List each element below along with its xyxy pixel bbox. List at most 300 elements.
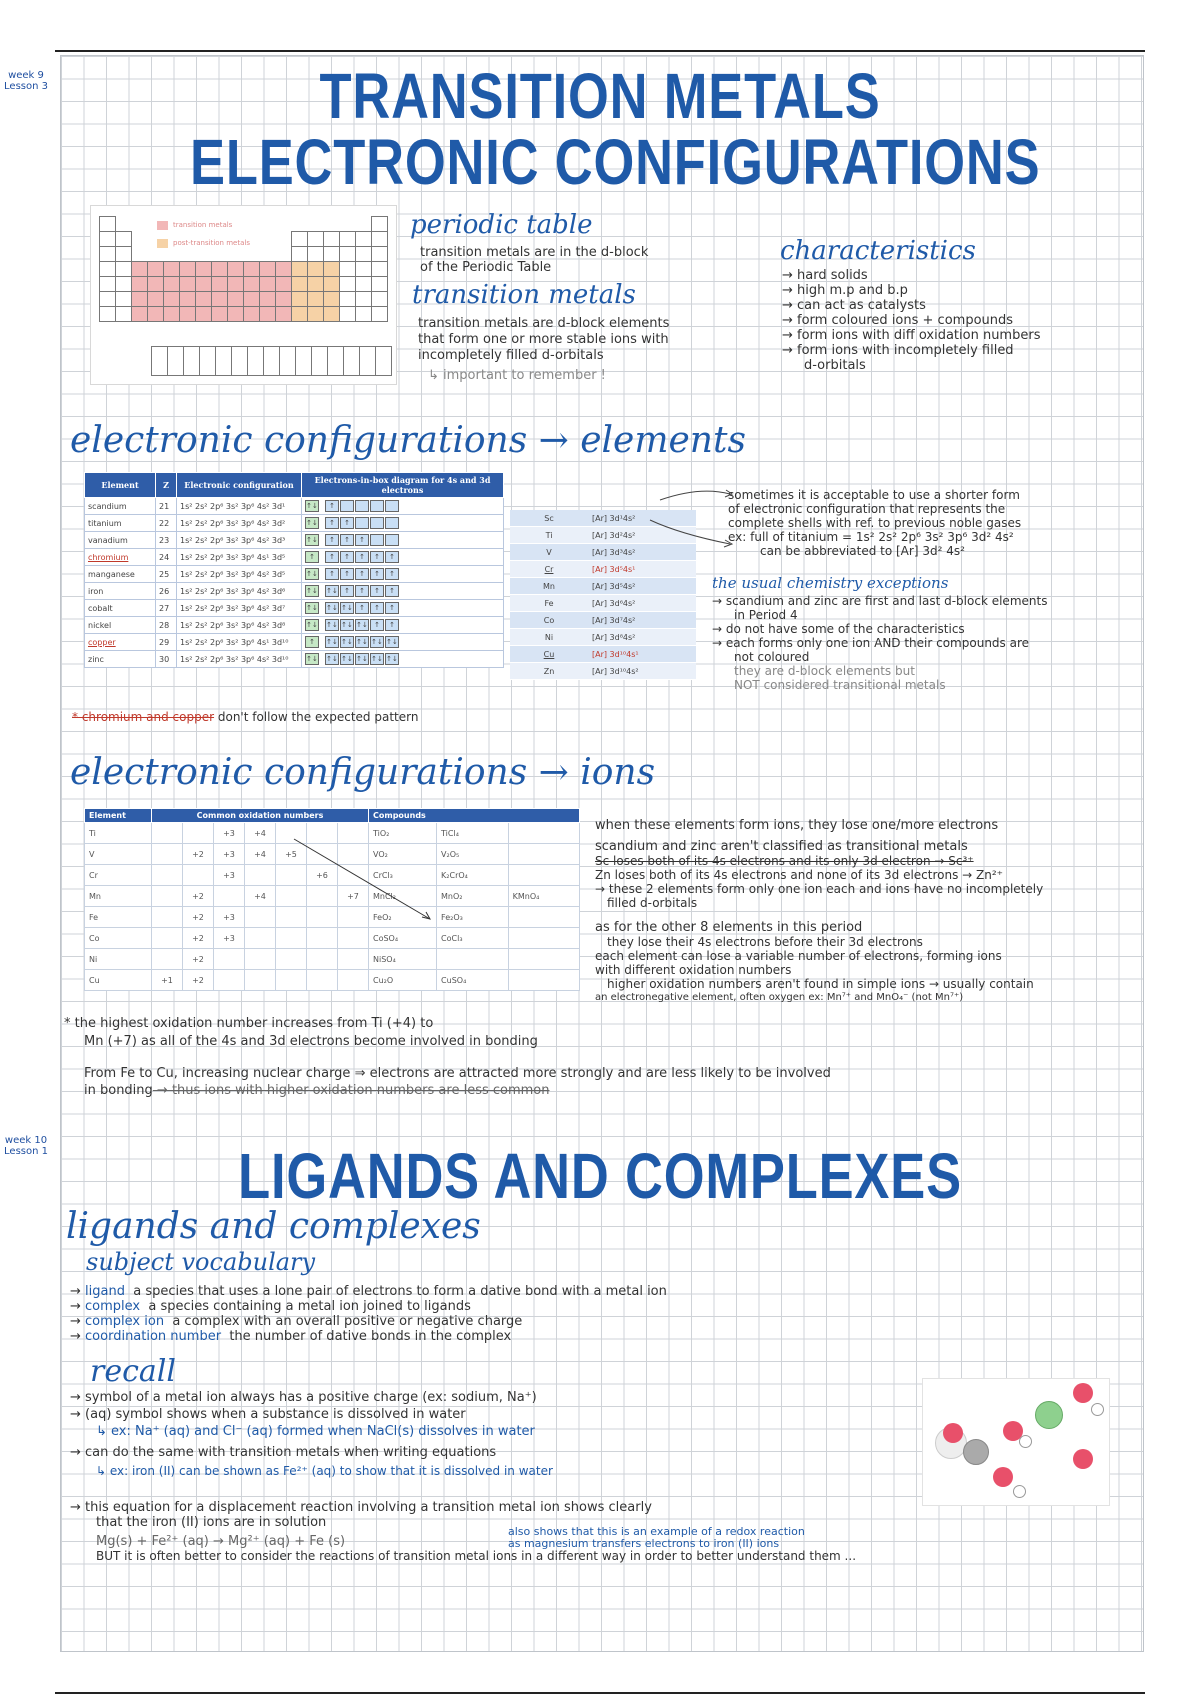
periodic-table-cell <box>371 291 388 307</box>
atomic-number: 29 <box>156 634 177 651</box>
element-name: titanium <box>85 515 156 532</box>
periodic-table-cell <box>227 306 244 322</box>
periodic-table-cell <box>227 261 244 277</box>
orbital-box-3d: ↑↓ <box>326 604 338 612</box>
oxidation-number <box>307 928 338 949</box>
compound: CoCl₃ <box>437 928 509 949</box>
ox-element: Cu <box>85 970 152 991</box>
short-configuration: [Ar] 3d¹⁰4s² <box>588 663 696 680</box>
vocab-def: a species containing a metal ion joined to ligands <box>148 1299 471 1314</box>
col-header-z: Z <box>156 473 177 498</box>
periodic-table-cell <box>147 261 164 277</box>
periodic-table-cell <box>151 346 168 376</box>
vocab-def: a complex with an overall positive or negative charge <box>172 1314 523 1329</box>
periodic-table-cell <box>355 276 372 292</box>
heading-characteristics: characteristics <box>780 236 976 266</box>
periodic-table-cell <box>291 276 308 292</box>
orbital-box-3d: ↑↓ <box>356 655 368 663</box>
oxygen-atom-icon <box>943 1423 963 1443</box>
element-name: zinc <box>85 651 156 668</box>
short-form-line: of electronic configuration that represents the <box>728 502 1006 516</box>
orbital-box-3d: ↑ <box>370 551 384 563</box>
element-symbol: Mn <box>510 578 588 595</box>
redox-line: as magnesium transfers electrons to iron (II) ions <box>508 1537 780 1550</box>
ions-line: with different oxidation numbers <box>595 963 792 977</box>
orbital-box-3d: ↑ <box>385 619 399 631</box>
tm-line-2: that form one or more stable ions with <box>418 332 669 347</box>
compound: NiSO₄ <box>369 949 437 970</box>
periodic-table-cell <box>355 291 372 307</box>
electron-configuration: 1s² 2s² 2p⁶ 3s² 3p⁶ 4s² 3d² <box>177 515 302 532</box>
hydrated-ion-illustration <box>922 1378 1110 1506</box>
compound: CrCl₃ <box>369 865 437 886</box>
periodic-table-cell <box>263 346 280 376</box>
oxidation-number <box>307 949 338 970</box>
atomic-number: 21 <box>156 498 177 515</box>
periodic-table-cell <box>179 306 196 322</box>
orbital-box-3d: ↑ <box>340 551 354 563</box>
periodic-table-cell <box>343 346 360 376</box>
periodic-table-cell <box>339 246 356 262</box>
ions-line: Zn loses both of its 4s electrons and none of its 3d electrons → Zn²⁺ <box>595 868 1003 882</box>
orbital-box-3d: ↑ <box>340 534 354 546</box>
periodic-table-cell <box>307 261 324 277</box>
orbital-box-3d <box>355 517 369 529</box>
periodic-table-cell <box>131 306 148 322</box>
periodic-table-cell <box>211 291 228 307</box>
periodic-table-cell <box>279 346 296 376</box>
oxidation-number: +3 <box>214 928 245 949</box>
oxidation-number <box>245 949 276 970</box>
element-row <box>85 566 504 583</box>
short-configuration: [Ar] 3d⁵4s² <box>588 578 696 595</box>
orbital-box-3d: ↑↓ <box>356 638 368 646</box>
short-configuration: [Ar] 3d⁸4s² <box>588 629 696 646</box>
exceptions-list <box>712 594 1047 692</box>
periodic-table-cell <box>275 261 292 277</box>
oxidation-number <box>338 928 369 949</box>
orbital-box-3d: ↑ <box>325 517 339 529</box>
periodic-table-cell <box>275 306 292 322</box>
element-symbol: Cr <box>510 561 588 578</box>
electron-configuration: 1s² 2s² 2p⁶ 3s² 3p⁶ 4s² 3d⁵ <box>177 566 302 583</box>
periodic-table-cell <box>195 306 212 322</box>
recall-item: → (aq) symbol shows when a substance is dissolved in water <box>70 1407 466 1422</box>
periodic-table-cell <box>115 246 132 262</box>
element-name: copper <box>85 634 156 651</box>
periodic-table-cell <box>227 276 244 292</box>
periodic-table-cell <box>327 346 344 376</box>
orbital-box-3d: ↑ <box>385 568 399 580</box>
orbital-box-3d <box>385 500 399 512</box>
oxidation-number <box>307 970 338 991</box>
periodic-table-cell <box>195 276 212 292</box>
ions-line: each element can lose a variable number of electrons, forming ions <box>595 949 1002 963</box>
short-config-row <box>510 578 696 595</box>
orbital-box-3d: ↑↓ <box>326 621 338 629</box>
legend-label-post-transition: post-transition metals <box>173 239 250 247</box>
characteristic-item: → form ions with incompletely filled <box>782 343 1014 358</box>
heading-vocab: subject vocabulary <box>86 1248 316 1276</box>
oxidation-number <box>214 886 245 907</box>
vocab-item: → complex ion a complex with an overall positive or negative charge <box>70 1314 523 1329</box>
atomic-number: 22 <box>156 515 177 532</box>
element-name: vanadium <box>85 532 156 549</box>
compound: TiO₂ <box>369 823 437 844</box>
col-header-box-diagram: Electrons-in-box diagram for 4s and 3d electrons <box>302 473 504 498</box>
periodic-table-cell <box>179 276 196 292</box>
periodic-table-cell <box>131 276 148 292</box>
short-configuration: [Ar] 3d³4s² <box>588 544 696 561</box>
oxidation-number: +3 <box>214 823 245 844</box>
periodic-table-cell <box>147 291 164 307</box>
ions-note-4a: in bonding <box>84 1083 153 1098</box>
periodic-table-cell <box>243 291 260 307</box>
compound <box>508 844 579 865</box>
legend-swatch-post-transition <box>157 239 168 248</box>
characteristics-list <box>782 268 1040 373</box>
orbital-box-3d: ↑ <box>340 568 354 580</box>
oxidation-number: +2 <box>183 907 214 928</box>
element-name: chromium <box>85 549 156 566</box>
periodic-table-cell <box>355 231 372 247</box>
periodic-table-cell <box>371 246 388 262</box>
oxidation-number: +2 <box>183 844 214 865</box>
compound: MnCl₂ <box>369 886 437 907</box>
orbital-box-3d: ↑ <box>385 602 399 614</box>
element-symbol: Zn <box>510 663 588 680</box>
periodic-table-cell <box>211 261 228 277</box>
electron-configuration: 1s² 2s² 2p⁶ 3s² 3p⁶ 4s² 3d¹⁰ <box>177 651 302 668</box>
ec-footnote <box>72 710 418 724</box>
periodic-table-cell <box>323 246 340 262</box>
orbital-box-4s: ↑↓ <box>306 655 318 663</box>
orbital-box-3d: ↑ <box>340 517 354 529</box>
orbital-box-3d: ↑↓ <box>341 621 353 629</box>
heading-transition-metals: transition metals <box>412 280 636 310</box>
periodic-table-cell <box>339 276 356 292</box>
oxidation-number <box>245 928 276 949</box>
ions-line: Sc loses both of its 4s electrons and its only 3d electron → Sc³⁺ <box>595 854 974 868</box>
periodic-table-cell <box>371 306 388 322</box>
oxidation-number <box>152 907 183 928</box>
characteristic-item: → form ions with diff oxidation numbers <box>782 328 1041 343</box>
orbital-box-3d: ↑ <box>325 568 339 580</box>
box-diagram <box>302 515 504 532</box>
element-row <box>85 583 504 600</box>
recall-list <box>70 1390 553 1478</box>
element-row <box>85 651 504 668</box>
orbital-box-3d: ↑ <box>325 534 339 546</box>
element-symbol: Sc <box>510 510 588 527</box>
periodic-table-cell <box>211 306 228 322</box>
electron-configuration: 1s² 2s² 2p⁶ 3s² 3p⁶ 4s² 3d⁸ <box>177 617 302 634</box>
ions-line: an electronegative element, often oxygen ex: Mn⁷⁺ and MnO₄⁻ (not Mn⁷⁺) <box>595 992 964 1003</box>
metal-ion-icon <box>963 1439 989 1465</box>
legend-swatch-transition <box>157 221 168 230</box>
ions-line: they lose their 4s electrons before their 3d electrons <box>607 935 923 949</box>
oxidation-number <box>338 970 369 991</box>
periodic-table-cell <box>243 306 260 322</box>
periodic-table-cell <box>307 231 324 247</box>
ox-element: Ni <box>85 949 152 970</box>
connector-arrows <box>640 486 740 556</box>
periodic-table-cell <box>323 291 340 307</box>
periodic-table-cell <box>359 346 376 376</box>
periodic-table-cell <box>115 276 132 292</box>
ions-note-4 <box>84 1083 550 1098</box>
orbital-box-3d: ↑ <box>340 585 354 597</box>
ox-element: Fe <box>85 907 152 928</box>
orbital-box-3d: ↑↓ <box>341 638 353 646</box>
element-name: manganese <box>85 566 156 583</box>
footnote-text: don't follow the expected pattern <box>214 710 419 724</box>
oxidation-number <box>338 949 369 970</box>
oxidation-number: +4 <box>245 886 276 907</box>
element-config-table <box>84 472 504 668</box>
periodic-table-cell <box>259 276 276 292</box>
orbital-box-3d: ↑↓ <box>386 655 398 663</box>
periodic-table-cell <box>115 291 132 307</box>
oxidation-number: +1 <box>152 970 183 991</box>
periodic-table-cell <box>179 291 196 307</box>
orbital-box-3d: ↑ <box>355 585 369 597</box>
orbital-box-4s: ↑↓ <box>306 621 318 629</box>
compound <box>508 865 579 886</box>
oxidation-number: +4 <box>245 823 276 844</box>
box-diagram <box>302 566 504 583</box>
orbital-box-3d: ↑ <box>370 619 384 631</box>
periodic-table-cell <box>291 261 308 277</box>
atomic-number: 28 <box>156 617 177 634</box>
periodic-table-cell <box>291 231 308 247</box>
periodic-table-cell <box>355 261 372 277</box>
oxygen-atom-icon <box>1073 1449 1093 1469</box>
orbital-box-3d: ↑ <box>355 534 369 546</box>
heading-ec-ions: electronic configurations → ions <box>70 752 656 793</box>
vocab-term: complex <box>85 1299 141 1314</box>
element-symbol: Co <box>510 612 588 629</box>
oxidation-number: +2 <box>183 970 214 991</box>
heading-ec-elements: electronic configurations → elements <box>70 420 746 461</box>
ox-element: Co <box>85 928 152 949</box>
compound: Cu₂O <box>369 970 437 991</box>
compound: K₂CrO₄ <box>437 865 509 886</box>
oxygen-atom-icon <box>993 1467 1013 1487</box>
recall-item: ↳ ex: iron (II) can be shown as Fe²⁺ (aq) to show that it is dissolved in water <box>96 1464 553 1478</box>
tm-line-3: incompletely filled d-orbitals <box>418 348 604 363</box>
atomic-number: 26 <box>156 583 177 600</box>
box-diagram <box>302 617 504 634</box>
periodic-table-cell <box>371 216 388 232</box>
oxidation-number <box>245 865 276 886</box>
element-row <box>85 498 504 515</box>
orbital-box-3d: ↑ <box>325 551 339 563</box>
orbital-box-3d: ↑↓ <box>371 638 383 646</box>
orbital-box-3d: ↑↓ <box>386 638 398 646</box>
periodic-table-cell <box>131 291 148 307</box>
exception-item: they are d-block elements but <box>734 664 915 678</box>
element-name: nickel <box>85 617 156 634</box>
oxidation-row <box>85 970 580 991</box>
element-symbol: Fe <box>510 595 588 612</box>
periodic-table-text-2: of the Periodic Table <box>420 260 552 275</box>
atomic-number: 25 <box>156 566 177 583</box>
col-header-config: Electronic configuration <box>177 473 302 498</box>
tm-line-1: transition metals are d-block elements <box>418 316 670 331</box>
title-electronic-configurations: ELECTRONIC CONFIGURATIONS <box>190 126 1041 198</box>
periodic-table-cell <box>99 246 116 262</box>
title-transition-metals: TRANSITION METALS <box>319 60 881 132</box>
periodic-table-cell <box>163 276 180 292</box>
periodic-table-cell <box>227 291 244 307</box>
equation-line: → this equation for a displacement reaction involving a transition metal ion shows clearly <box>70 1500 652 1515</box>
compound <box>508 907 579 928</box>
legend-label-transition: transition metals <box>173 221 233 229</box>
hydrogen-atom-icon <box>1019 1435 1032 1448</box>
oxidation-number <box>152 949 183 970</box>
short-form-notes <box>728 488 1021 558</box>
periodic-table-cell <box>247 346 264 376</box>
periodic-table-cell <box>291 291 308 307</box>
equation-line: that the iron (II) ions are in solution <box>96 1515 327 1530</box>
short-config-row <box>510 595 696 612</box>
periodic-table-cell <box>211 276 228 292</box>
periodic-table-cell <box>183 346 200 376</box>
orbital-box-4s: ↑↓ <box>306 502 318 510</box>
short-form-line: ex: full of titanium = 1s² 2s² 2p⁶ 3s² 3p⁶ 3d² 4s² <box>728 530 1014 544</box>
orbital-box-3d <box>370 534 384 546</box>
orbital-box-3d: ↑ <box>385 551 399 563</box>
atomic-number: 24 <box>156 549 177 566</box>
orbital-box-3d: ↑ <box>355 568 369 580</box>
element-name: scandium <box>85 498 156 515</box>
col-header-element: Element <box>85 473 156 498</box>
periodic-table-cell <box>323 261 340 277</box>
orbital-box-3d: ↑↓ <box>326 587 338 595</box>
vocab-term: coordination number <box>85 1329 222 1344</box>
periodic-table-cell <box>323 231 340 247</box>
electron-configuration: 1s² 2s² 2p⁶ 3s² 3p⁶ 4s² 3d⁶ <box>177 583 302 600</box>
box-diagram <box>302 634 504 651</box>
redox-note <box>508 1526 805 1550</box>
periodic-table-cell <box>147 306 164 322</box>
periodic-table-cell <box>199 346 216 376</box>
atomic-number: 27 <box>156 600 177 617</box>
element-symbol: Ni <box>510 629 588 646</box>
periodic-table-cell <box>307 246 324 262</box>
orbital-box-3d <box>385 517 399 529</box>
oxidation-number: +3 <box>214 865 245 886</box>
periodic-table-cell <box>291 246 308 262</box>
chloride-ion-icon <box>1035 1401 1063 1429</box>
electron-configuration: 1s² 2s² 2p⁶ 3s² 3p⁶ 4s¹ 3d⁵ <box>177 549 302 566</box>
ox-col-compounds: Compounds <box>369 809 580 823</box>
orbital-box-3d: ↑ <box>325 500 339 512</box>
orbital-box-3d: ↑↓ <box>341 604 353 612</box>
electron-configuration: 1s² 2s² 2p⁶ 3s² 3p⁶ 4s¹ 3d¹⁰ <box>177 634 302 651</box>
oxidation-number: +7 <box>338 886 369 907</box>
compound: VO₂ <box>369 844 437 865</box>
atomic-number: 23 <box>156 532 177 549</box>
short-configuration: [Ar] 3d¹⁰4s¹ <box>588 646 696 663</box>
periodic-table-text-1: transition metals are in the d-block <box>420 245 649 260</box>
recall-item: → can do the same with transition metals when writing equations <box>70 1445 497 1460</box>
compound <box>508 823 579 844</box>
short-configuration: [Ar] 3d⁶4s² <box>588 595 696 612</box>
oxidation-number <box>152 844 183 865</box>
element-row <box>85 634 504 651</box>
periodic-table-cell <box>311 346 328 376</box>
periodic-table-image <box>90 205 397 385</box>
orbital-box-3d: ↑ <box>370 568 384 580</box>
ox-element: V <box>85 844 152 865</box>
ox-element: Ti <box>85 823 152 844</box>
periodic-table-cell <box>163 261 180 277</box>
hydrogen-atom-icon <box>1013 1485 1026 1498</box>
equation-line: BUT it is often better to consider the reactions of transition metal ions in a different way in order to better understand them ... <box>96 1549 857 1563</box>
characteristic-item: → form coloured ions + compounds <box>782 313 1014 328</box>
orbital-box-3d: ↑↓ <box>371 655 383 663</box>
compound: CoSO₄ <box>369 928 437 949</box>
periodic-table-cell <box>99 216 116 232</box>
vocab-item: → coordination number the number of dative bonds in the complex <box>70 1329 512 1344</box>
orbital-box-3d: ↑↓ <box>326 638 338 646</box>
oxidation-number: +2 <box>183 928 214 949</box>
equation-line: Mg(s) + Fe²⁺ (aq) → Mg²⁺ (aq) + Fe (s) <box>96 1534 346 1549</box>
short-configuration: [Ar] 3d²4s² <box>588 527 696 544</box>
periodic-table-cell <box>99 231 116 247</box>
periodic-table-cell <box>307 291 324 307</box>
recall-item: ↳ ex: Na⁺ (aq) and Cl⁻ (aq) formed when NaCl(s) dissolves in water <box>96 1424 535 1439</box>
element-row <box>85 515 504 532</box>
oxidation-number <box>152 823 183 844</box>
oxidation-trend-arrow <box>290 835 440 925</box>
heading-recall: recall <box>90 1354 176 1389</box>
box-diagram <box>302 549 504 566</box>
periodic-table-cell <box>195 291 212 307</box>
box-diagram <box>302 583 504 600</box>
orbital-box-4s: ↑↓ <box>306 570 318 578</box>
exception-item: → do not have some of the characteristics <box>712 622 965 636</box>
periodic-table-cell <box>291 306 308 322</box>
vocab-item: → ligand a species that uses a lone pair of electrons to form a dative bond with a metal ion <box>70 1284 667 1299</box>
orbital-box-3d: ↑ <box>355 602 369 614</box>
bottom-rule <box>55 1692 1145 1694</box>
short-configuration: [Ar] 3d⁵4s¹ <box>588 561 696 578</box>
short-form-line: complete shells with ref. to previous noble gases <box>728 516 1022 530</box>
short-configuration: [Ar] 3d⁷4s² <box>588 612 696 629</box>
ions-note-4b: → thus ions with higher oxidation numbers are less common <box>152 1083 550 1098</box>
ox-col-oxidation: Common oxidation numbers <box>152 809 369 823</box>
ions-note-2: Mn (+7) as all of the 4s and 3d electrons become involved in bonding <box>84 1034 538 1049</box>
oxidation-number: +2 <box>183 949 214 970</box>
element-name: cobalt <box>85 600 156 617</box>
periodic-table-cell <box>99 276 116 292</box>
oxidation-number: +2 <box>183 886 214 907</box>
short-config-row <box>510 629 696 646</box>
vocab-list <box>70 1284 667 1344</box>
orbital-box-4s: ↑ <box>305 551 319 563</box>
periodic-table-cell <box>167 346 184 376</box>
periodic-table-cell <box>99 261 116 277</box>
orbital-box-4s: ↑ <box>305 636 319 648</box>
oxidation-number <box>214 949 245 970</box>
periodic-table-cell <box>259 306 276 322</box>
orbital-box-4s: ↑↓ <box>306 604 318 612</box>
compound <box>508 970 579 991</box>
oxidation-row <box>85 949 580 970</box>
